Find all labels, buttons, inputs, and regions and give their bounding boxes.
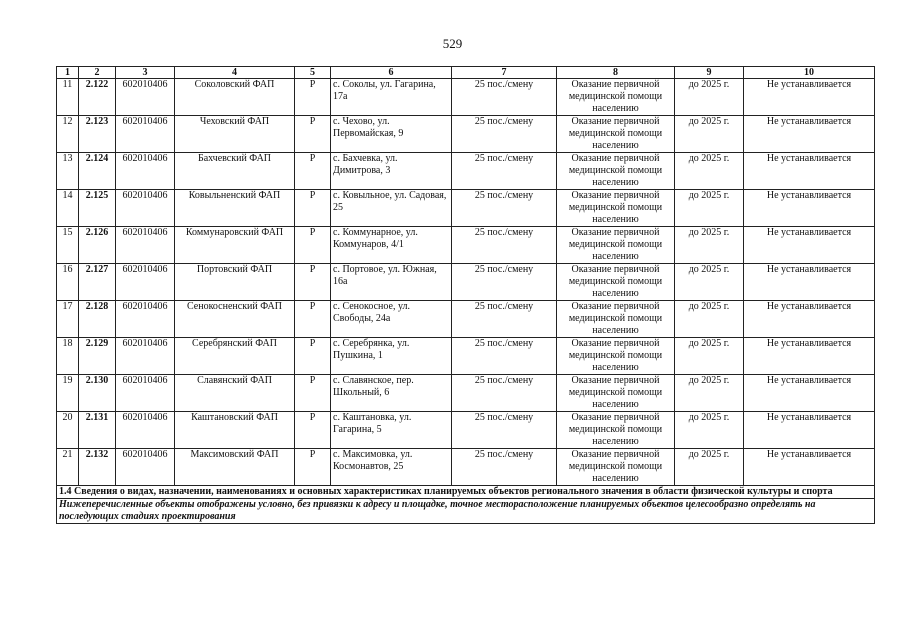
cell-facility-name: Портовский ФАП	[175, 264, 295, 301]
cell-zone-status: Не устанавливается	[744, 227, 875, 264]
cell-capacity: 25 пос./смену	[452, 227, 557, 264]
cell-significance: Р	[295, 375, 331, 412]
table-row	[57, 338, 875, 375]
cell-row-number: 14	[57, 190, 79, 227]
column-header-7: 7	[452, 67, 557, 79]
cell-address: с. Коммунарное, ул. Коммунаров, 4/1	[331, 227, 452, 264]
cell-deadline: до 2025 г.	[675, 449, 744, 486]
column-header-8: 8	[557, 67, 675, 79]
cell-facility-name: Коммунаровский ФАП	[175, 227, 295, 264]
cell-facility-name: Бахчевский ФАП	[175, 153, 295, 190]
cell-purpose: Оказание первичной медицинской помощи населению	[557, 412, 675, 449]
cell-purpose: Оказание первичной медицинской помощи населению	[557, 153, 675, 190]
cell-facility-name: Сенокосненский ФАП	[175, 301, 295, 338]
cell-address: с. Бахчевка, ул. Димитрова, 3	[331, 153, 452, 190]
column-header-2: 2	[79, 67, 116, 79]
cell-oktmo-code: 602010406	[116, 412, 175, 449]
cell-facility-name: Славянский ФАП	[175, 375, 295, 412]
cell-row-number: 16	[57, 264, 79, 301]
cell-address: с. Чехово, ул. Первомайская, 9	[331, 116, 452, 153]
table-row	[57, 190, 875, 227]
column-header-3: 3	[116, 67, 175, 79]
cell-purpose: Оказание первичной медицинской помощи населению	[557, 449, 675, 486]
cell-oktmo-code: 602010406	[116, 375, 175, 412]
column-header-9: 9	[675, 67, 744, 79]
column-header-10: 10	[744, 67, 875, 79]
cell-zone-status: Не устанавливается	[744, 79, 875, 116]
table-body	[57, 79, 875, 486]
cell-object-code: 2.126	[79, 227, 116, 264]
note-row	[57, 499, 875, 524]
cell-significance: Р	[295, 116, 331, 153]
cell-capacity: 25 пос./смену	[452, 116, 557, 153]
cell-oktmo-code: 602010406	[116, 264, 175, 301]
cell-deadline: до 2025 г.	[675, 338, 744, 375]
cell-facility-name: Чеховский ФАП	[175, 116, 295, 153]
cell-object-code: 2.123	[79, 116, 116, 153]
cell-capacity: 25 пос./смену	[452, 301, 557, 338]
facilities-table	[56, 66, 875, 524]
cell-zone-status: Не устанавливается	[744, 116, 875, 153]
table-row	[57, 227, 875, 264]
section-heading-row	[57, 486, 875, 499]
cell-oktmo-code: 602010406	[116, 301, 175, 338]
cell-significance: Р	[295, 153, 331, 190]
cell-object-code: 2.128	[79, 301, 116, 338]
cell-row-number: 11	[57, 79, 79, 116]
table-row	[57, 264, 875, 301]
cell-oktmo-code: 602010406	[116, 449, 175, 486]
cell-significance: Р	[295, 301, 331, 338]
cell-capacity: 25 пос./смену	[452, 153, 557, 190]
cell-purpose: Оказание первичной медицинской помощи населению	[557, 227, 675, 264]
cell-object-code: 2.132	[79, 449, 116, 486]
cell-purpose: Оказание первичной медицинской помощи населению	[557, 264, 675, 301]
cell-purpose: Оказание первичной медицинской помощи населению	[557, 338, 675, 375]
cell-significance: Р	[295, 449, 331, 486]
cell-facility-name: Каштановский ФАП	[175, 412, 295, 449]
cell-deadline: до 2025 г.	[675, 412, 744, 449]
cell-address: с. Портовое, ул. Южная, 16а	[331, 264, 452, 301]
cell-deadline: до 2025 г.	[675, 116, 744, 153]
cell-significance: Р	[295, 264, 331, 301]
cell-zone-status: Не устанавливается	[744, 190, 875, 227]
cell-facility-name: Серебрянский ФАП	[175, 338, 295, 375]
cell-significance: Р	[295, 79, 331, 116]
cell-zone-status: Не устанавливается	[744, 153, 875, 190]
cell-deadline: до 2025 г.	[675, 227, 744, 264]
header-row	[57, 67, 875, 79]
cell-zone-status: Не устанавливается	[744, 412, 875, 449]
table-row	[57, 153, 875, 190]
cell-row-number: 21	[57, 449, 79, 486]
column-header-6: 6	[331, 67, 452, 79]
section-note: Нижеперечисленные объекты отображены условно, без привязки к адресу и площадке, точное месторасположение планируемых объектов целесообразно определять на последующих стадиях проектирования	[57, 499, 875, 524]
cell-deadline: до 2025 г.	[675, 264, 744, 301]
cell-zone-status: Не устанавливается	[744, 264, 875, 301]
table-row	[57, 116, 875, 153]
cell-address: с. Каштановка, ул. Гагарина, 5	[331, 412, 452, 449]
cell-facility-name: Соколовский ФАП	[175, 79, 295, 116]
cell-object-code: 2.130	[79, 375, 116, 412]
cell-oktmo-code: 602010406	[116, 79, 175, 116]
cell-deadline: до 2025 г.	[675, 190, 744, 227]
cell-capacity: 25 пос./смену	[452, 79, 557, 116]
cell-deadline: до 2025 г.	[675, 153, 744, 190]
cell-object-code: 2.125	[79, 190, 116, 227]
cell-address: с. Сенокосное, ул. Свободы, 24а	[331, 301, 452, 338]
cell-address: с. Серебрянка, ул. Пушкина, 1	[331, 338, 452, 375]
cell-capacity: 25 пос./смену	[452, 264, 557, 301]
cell-object-code: 2.131	[79, 412, 116, 449]
cell-row-number: 17	[57, 301, 79, 338]
cell-row-number: 15	[57, 227, 79, 264]
cell-facility-name: Максимовский ФАП	[175, 449, 295, 486]
cell-object-code: 2.122	[79, 79, 116, 116]
cell-deadline: до 2025 г.	[675, 301, 744, 338]
cell-zone-status: Не устанавливается	[744, 449, 875, 486]
cell-row-number: 19	[57, 375, 79, 412]
cell-zone-status: Не устанавливается	[744, 301, 875, 338]
cell-deadline: до 2025 г.	[675, 79, 744, 116]
cell-purpose: Оказание первичной медицинской помощи населению	[557, 79, 675, 116]
table-row	[57, 449, 875, 486]
cell-oktmo-code: 602010406	[116, 190, 175, 227]
cell-row-number: 13	[57, 153, 79, 190]
column-header-1: 1	[57, 67, 79, 79]
cell-capacity: 25 пос./смену	[452, 412, 557, 449]
cell-address: с. Максимовка, ул. Космонавтов, 25	[331, 449, 452, 486]
cell-address: с. Соколы, ул. Гагарина, 17а	[331, 79, 452, 116]
cell-purpose: Оказание первичной медицинской помощи населению	[557, 301, 675, 338]
page-number: 529	[442, 36, 463, 51]
cell-oktmo-code: 602010406	[116, 116, 175, 153]
cell-significance: Р	[295, 190, 331, 227]
column-header-4: 4	[175, 67, 295, 79]
cell-address: с. Славянское, пер. Школьный, 6	[331, 375, 452, 412]
cell-row-number: 12	[57, 116, 79, 153]
cell-address: с. Ковыльное, ул. Садовая, 25	[331, 190, 452, 227]
cell-oktmo-code: 602010406	[116, 227, 175, 264]
cell-zone-status: Не устанавливается	[744, 375, 875, 412]
cell-row-number: 20	[57, 412, 79, 449]
cell-purpose: Оказание первичной медицинской помощи населению	[557, 190, 675, 227]
table-row	[57, 412, 875, 449]
cell-purpose: Оказание первичной медицинской помощи населению	[557, 116, 675, 153]
cell-capacity: 25 пос./смену	[452, 375, 557, 412]
cell-object-code: 2.129	[79, 338, 116, 375]
cell-zone-status: Не устанавливается	[744, 338, 875, 375]
cell-facility-name: Ковыльненский ФАП	[175, 190, 295, 227]
cell-oktmo-code: 602010406	[116, 153, 175, 190]
cell-capacity: 25 пос./смену	[452, 338, 557, 375]
cell-significance: Р	[295, 338, 331, 375]
cell-purpose: Оказание первичной медицинской помощи населению	[557, 375, 675, 412]
cell-significance: Р	[295, 412, 331, 449]
section-heading: 1.4 Сведения о видах, назначении, наименованиях и основных характеристиках планируемых объектов регионального значения в области физической культуры и спорта	[57, 486, 875, 499]
cell-object-code: 2.124	[79, 153, 116, 190]
cell-row-number: 18	[57, 338, 79, 375]
cell-oktmo-code: 602010406	[116, 338, 175, 375]
column-header-5: 5	[295, 67, 331, 79]
cell-capacity: 25 пос./смену	[452, 449, 557, 486]
table-row	[57, 375, 875, 412]
table-row	[57, 79, 875, 116]
cell-object-code: 2.127	[79, 264, 116, 301]
cell-capacity: 25 пос./смену	[452, 190, 557, 227]
table-row	[57, 301, 875, 338]
cell-significance: Р	[295, 227, 331, 264]
cell-deadline: до 2025 г.	[675, 375, 744, 412]
